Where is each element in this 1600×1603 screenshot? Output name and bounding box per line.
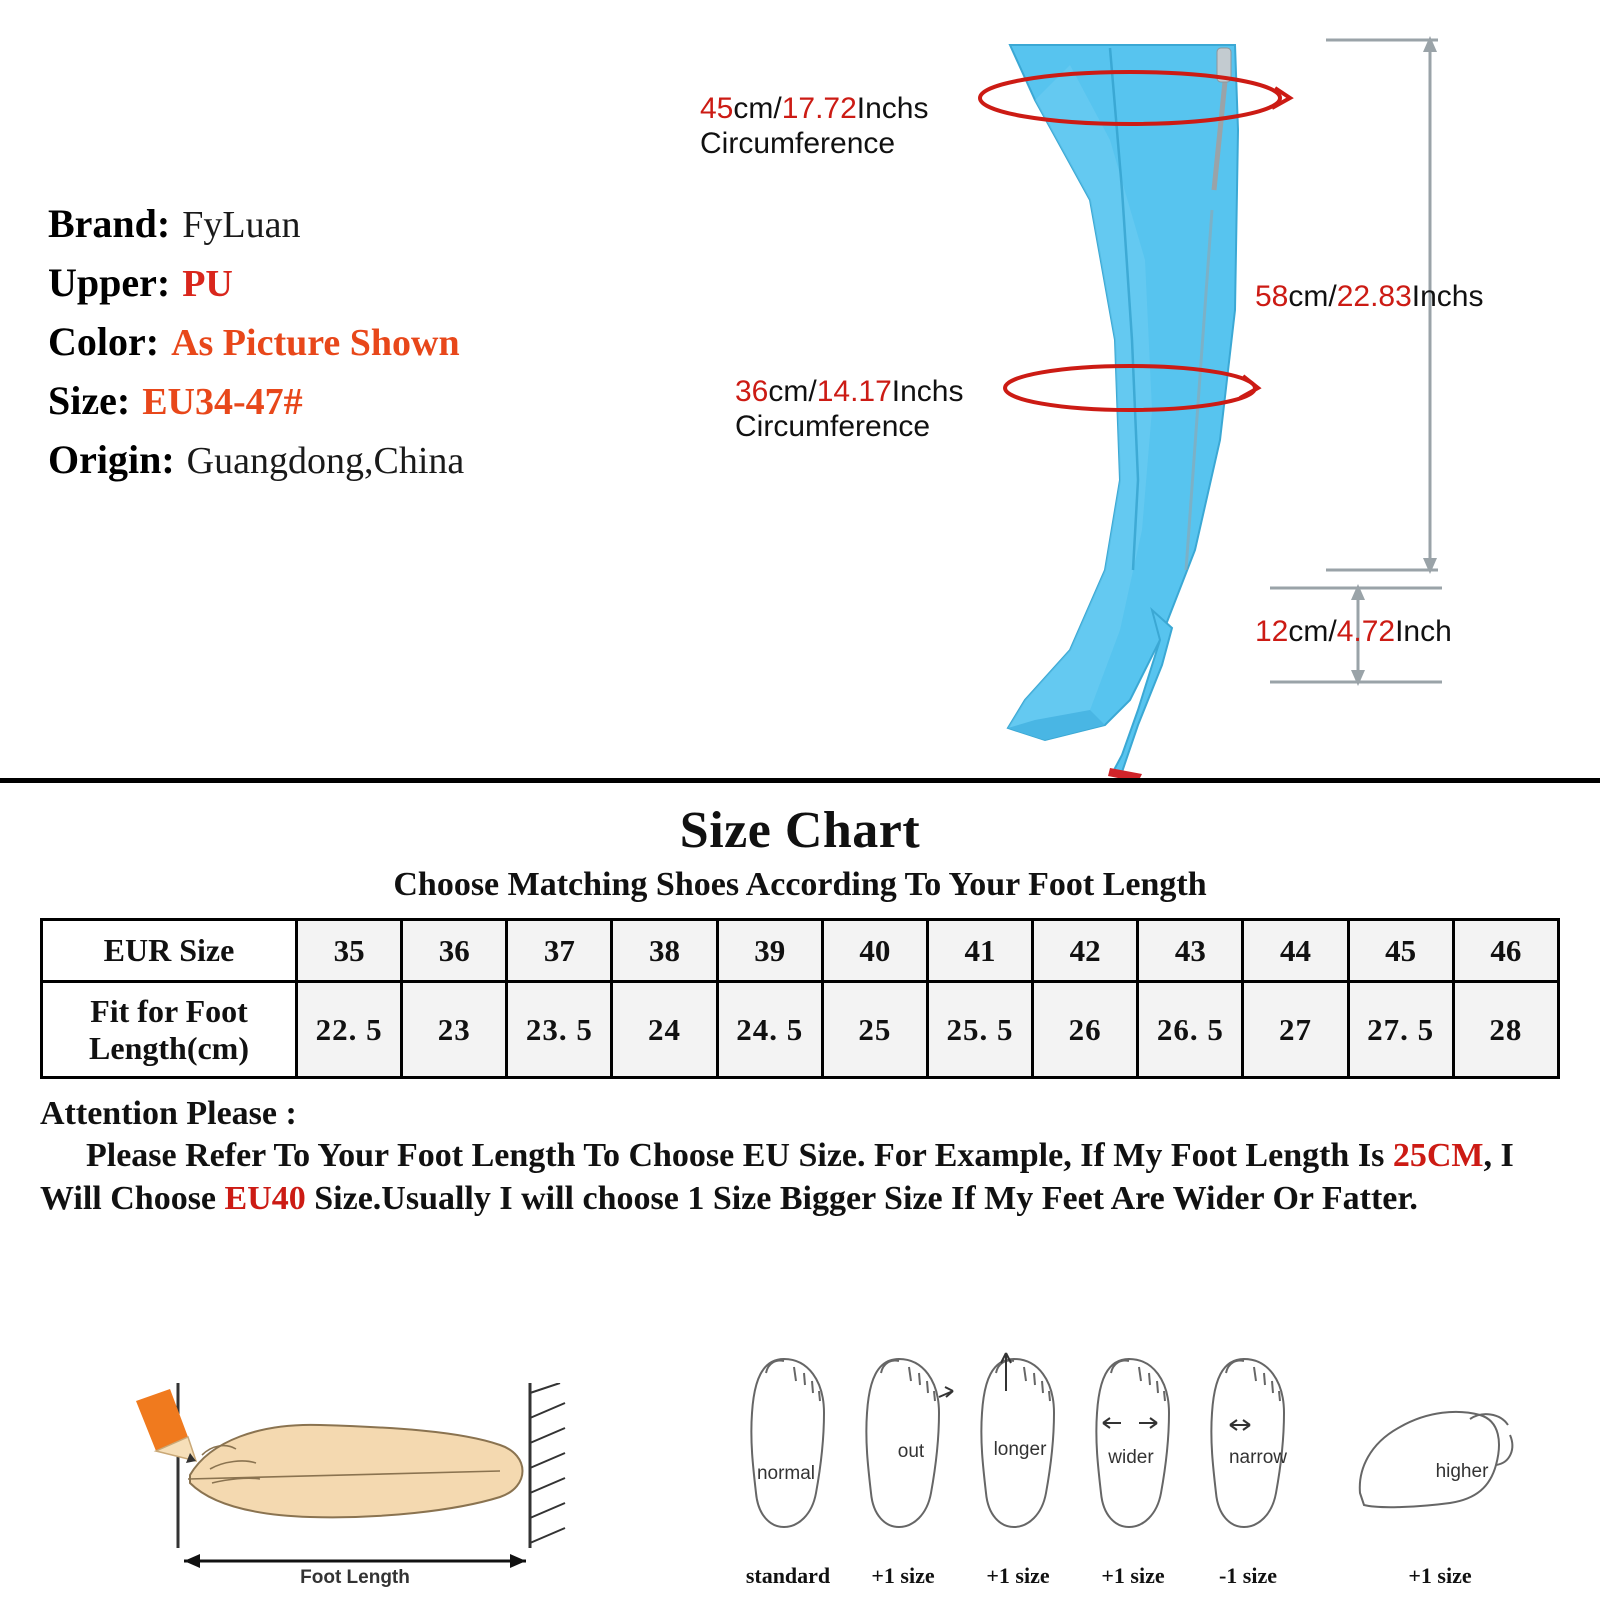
foot-length-cell: 24 bbox=[612, 982, 717, 1078]
spec-value-color: As Picture Shown bbox=[171, 322, 460, 364]
spec-value-upper: PU bbox=[182, 263, 233, 305]
spec-row-size bbox=[48, 377, 708, 424]
spec-label-color: Color: bbox=[48, 319, 160, 364]
attention-block bbox=[40, 1095, 1560, 1220]
foot-type-size-label: +1 size bbox=[1408, 1563, 1472, 1588]
eur-size-cell: 46 bbox=[1453, 920, 1558, 982]
top-circ-sub: Circumference bbox=[700, 126, 896, 160]
callout-shaft-height bbox=[1255, 280, 1484, 315]
size-chart-section bbox=[0, 778, 1600, 1600]
spec-label-brand: Brand: bbox=[48, 201, 171, 246]
top-circ-value: 45 bbox=[700, 92, 734, 125]
eur-size-cell: 40 bbox=[822, 920, 927, 982]
callout-top-circumference bbox=[700, 92, 929, 161]
callout-heel-height bbox=[1255, 615, 1452, 650]
heel-unit: cm/ bbox=[1288, 615, 1337, 648]
foot-type-size-label: +1 size bbox=[1101, 1563, 1165, 1588]
foot-measure-figure bbox=[60, 1383, 580, 1593]
mid-circ-sub: Circumference bbox=[735, 409, 931, 443]
shaft-unit: cm/ bbox=[1288, 280, 1337, 313]
eur-size-cell: 42 bbox=[1033, 920, 1138, 982]
foot-length-cell: 26. 5 bbox=[1138, 982, 1243, 1078]
attention-body bbox=[40, 1135, 1560, 1220]
spec-row-color bbox=[48, 318, 708, 365]
foot-length-cell: 23 bbox=[402, 982, 507, 1078]
foot-type-size-label: +1 size bbox=[986, 1563, 1050, 1588]
table-row-eur-size bbox=[42, 920, 1559, 982]
product-info-section bbox=[0, 0, 1600, 800]
top-circ-inch: 17.72 bbox=[781, 92, 857, 125]
foot-type-size-label: -1 size bbox=[1218, 1563, 1278, 1588]
shaft-value: 58 bbox=[1255, 280, 1289, 313]
foot-length-cell: 25. 5 bbox=[927, 982, 1032, 1078]
foot-length-cell: 27 bbox=[1243, 982, 1348, 1078]
spec-row-upper bbox=[48, 259, 708, 306]
table-row-foot-length bbox=[42, 982, 1559, 1078]
foot-type-size-label: +1 size bbox=[871, 1563, 935, 1588]
foot-type-shape-label: wider bbox=[1108, 1447, 1154, 1468]
heel-value: 12 bbox=[1255, 615, 1289, 648]
attention-highlight-length: 25CM bbox=[1392, 1137, 1484, 1174]
foot-length-cell: 26 bbox=[1033, 982, 1138, 1078]
foot-type-shape-label: longer bbox=[993, 1439, 1047, 1460]
foot-length-cell: 23. 5 bbox=[507, 982, 612, 1078]
foot-type-shape-label: out bbox=[897, 1441, 925, 1462]
shaft-inch-unit: Inchs bbox=[1411, 280, 1484, 313]
mid-circ-value: 36 bbox=[735, 375, 769, 408]
attention-part1: Please Refer To Your Foot Length To Choose EU Size. For Example, If My Foot Length Is bbox=[86, 1137, 1393, 1174]
eur-size-cell: 35 bbox=[297, 920, 402, 982]
mid-circ-inch: 14.17 bbox=[816, 375, 892, 408]
row-header-foot-length: Fit for Foot Length(cm) bbox=[42, 982, 297, 1078]
spec-label-origin: Origin: bbox=[48, 437, 175, 482]
foot-type-shape-label: normal bbox=[756, 1463, 816, 1484]
foot-length-cell: 25 bbox=[822, 982, 927, 1078]
foot-length-label: Foot Length bbox=[300, 1567, 410, 1588]
foot-length-cell: 27. 5 bbox=[1348, 982, 1453, 1078]
mid-circ-unit: cm/ bbox=[768, 375, 817, 408]
spec-label-upper: Upper: bbox=[48, 260, 171, 305]
spec-list bbox=[48, 200, 708, 495]
eur-size-cell: 39 bbox=[717, 920, 822, 982]
spec-row-brand bbox=[48, 200, 708, 247]
foot-type-size-label: standard bbox=[745, 1563, 831, 1588]
top-circ-inch-unit: Inchs bbox=[856, 92, 929, 125]
eur-size-cell: 37 bbox=[507, 920, 612, 982]
eur-size-cell: 43 bbox=[1138, 920, 1243, 982]
shaft-inch: 22.83 bbox=[1336, 280, 1412, 313]
foot-length-cell: 28 bbox=[1453, 982, 1558, 1078]
heel-inch: 4.72 bbox=[1336, 615, 1396, 648]
spec-value-origin: Guangdong,China bbox=[186, 440, 465, 482]
eur-size-cell: 36 bbox=[402, 920, 507, 982]
heel-inch-unit: Inch bbox=[1395, 615, 1452, 648]
row-header-eur-size: EUR Size bbox=[42, 920, 297, 982]
foot-type-shape-label: higher bbox=[1435, 1461, 1489, 1482]
spec-value-size: EU34-47# bbox=[142, 381, 303, 423]
foot-type-shape-label: narrow bbox=[1228, 1447, 1288, 1468]
size-chart-title: Size Chart bbox=[679, 802, 921, 859]
top-circ-unit: cm/ bbox=[733, 92, 782, 125]
attention-highlight-size: EU40 bbox=[224, 1179, 306, 1217]
callout-mid-circumference bbox=[735, 375, 964, 444]
spec-row-origin bbox=[48, 436, 708, 483]
eur-size-cell: 44 bbox=[1243, 920, 1348, 982]
mid-circ-inch-unit: Inchs bbox=[891, 375, 964, 408]
attention-title: Attention Please : bbox=[40, 1095, 297, 1132]
eur-size-cell: 45 bbox=[1348, 920, 1453, 982]
eur-size-cell: 41 bbox=[927, 920, 1032, 982]
boot-illustration-area bbox=[690, 10, 1600, 790]
size-chart-subtitle: Choose Matching Shoes According To Your Foot Length bbox=[393, 866, 1207, 903]
foot-types-figure bbox=[740, 1343, 1570, 1598]
size-chart-table bbox=[40, 918, 1560, 1079]
foot-length-cell: 24. 5 bbox=[717, 982, 822, 1078]
spec-value-brand: FyLuan bbox=[182, 204, 301, 246]
attention-part3: Size.Usually I will choose 1 Size Bigger Size If My Feet Are Wider Or Fatter. bbox=[305, 1179, 1418, 1217]
spec-label-size: Size: bbox=[48, 378, 131, 423]
eur-size-cell: 38 bbox=[612, 920, 717, 982]
foot-length-cell: 22. 5 bbox=[297, 982, 402, 1078]
attention-part2: , I Will Choose bbox=[40, 1137, 1514, 1217]
